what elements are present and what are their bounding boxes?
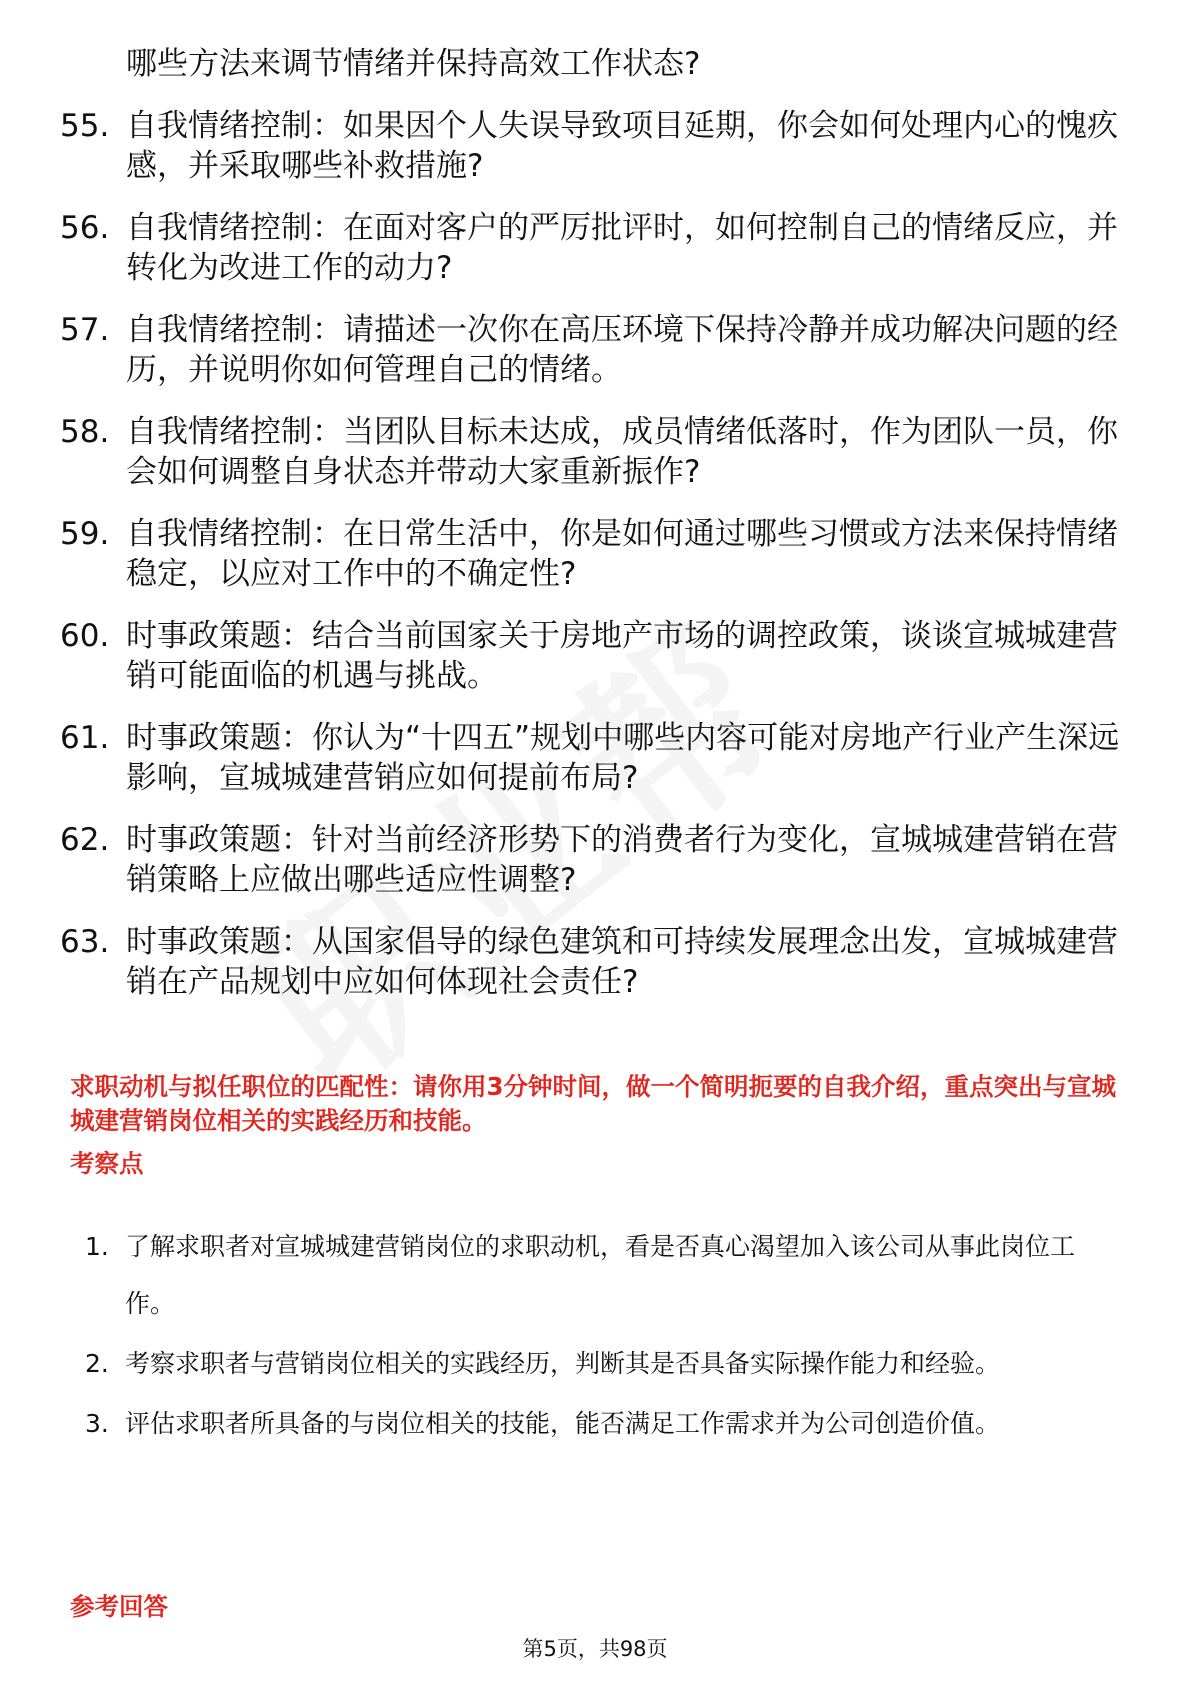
question-item (60, 310, 1120, 390)
question-item (60, 820, 1120, 900)
question-text: 自我情绪控制：当团队目标未达成，成员情绪低落时，作为团队一员，你会如何调整自身状态并带动大家重新振作? (126, 414, 1118, 490)
question-text: 自我情绪控制：在日常生活中，你是如何通过哪些习惯或方法来保持情绪稳定，以应对工作中的不确定性? (126, 516, 1118, 592)
question-number: 61. (60, 720, 110, 756)
assessment-points-title: 考察点 (70, 1149, 144, 1178)
reference-answer-title: 参考回答 (70, 1592, 168, 1621)
question-item (60, 412, 1120, 492)
point-text: 评估求职者所具备的与岗位相关的技能，能否满足工作需求并为公司创造价值。 (125, 1409, 1001, 1438)
question-number: 59. (60, 516, 110, 552)
question-item (60, 514, 1120, 594)
question-number: 63. (60, 924, 110, 960)
assessment-point (70, 1218, 1120, 1332)
question-number: 60. (60, 618, 110, 654)
question-number: 55. (60, 108, 110, 144)
question-text: 时事政策题：从国家倡导的绿色建筑和可持续发展理念出发，宣城城建营销在产品规划中应如何体现社会责任? (126, 924, 1118, 1000)
page-footer: 第5页，共98页 (522, 1637, 668, 1661)
point-text: 考察求职者与营销岗位相关的实践经历，判断其是否具备实际操作能力和经验。 (125, 1349, 1001, 1378)
point-text: 了解求职者对宣城城建营销岗位的求职动机，看是否真心渴望加入该公司从事此岗位工作。 (125, 1232, 1076, 1318)
section-heading: 求职动机与拟任职位的匹配性：请你用3分钟时间，做一个简明扼要的自我介绍，重点突出与宣城城建营销岗位相关的实践经历和技能。 (70, 1072, 1117, 1135)
question-number: 58. (60, 414, 110, 450)
point-number: 3. (85, 1409, 109, 1438)
question-text: 自我情绪控制：如果因个人失误导致项目延期，你会如何处理内心的愧疚感，并采取哪些补救措施? (126, 108, 1118, 184)
question-item (60, 106, 1120, 186)
point-number: 1. (85, 1232, 109, 1261)
question-number: 62. (60, 822, 110, 858)
question-text: 时事政策题：针对当前经济形势下的消费者行为变化，宣城城建营销在营销策略上应做出哪些适应性调整? (126, 822, 1118, 898)
question-list (60, 44, 1120, 1024)
assessment-point (70, 1335, 1120, 1392)
question-text: 时事政策题：你认为“十四五”规划中哪些内容可能对房地产行业产生深远影响，宣城城建营销应如何提前布局? (126, 720, 1120, 796)
question-item (60, 208, 1120, 288)
question-text: 自我情绪控制：在面对客户的严厉批评时，如何控制自己的情绪反应，并转化为改进工作的动力? (126, 210, 1118, 286)
question-continuation: 哪些方法来调节情绪并保持高效工作状态? (126, 46, 701, 82)
question-item (60, 616, 1120, 696)
question-item (60, 922, 1120, 1002)
question-number: 57. (60, 312, 110, 348)
assessment-point (70, 1395, 1120, 1452)
question-text: 自我情绪控制：请描述一次你在高压环境下保持冷静并成功解决问题的经历，并说明你如何管理自己的情绪。 (126, 312, 1118, 388)
assessment-points-list (70, 1218, 1120, 1455)
question-text: 时事政策题：结合当前国家关于房地产市场的调控政策，谈谈宣城城建营销可能面临的机遇与挑战。 (126, 618, 1118, 694)
question-item (60, 718, 1120, 798)
point-number: 2. (85, 1349, 109, 1378)
question-number: 56. (60, 210, 110, 246)
